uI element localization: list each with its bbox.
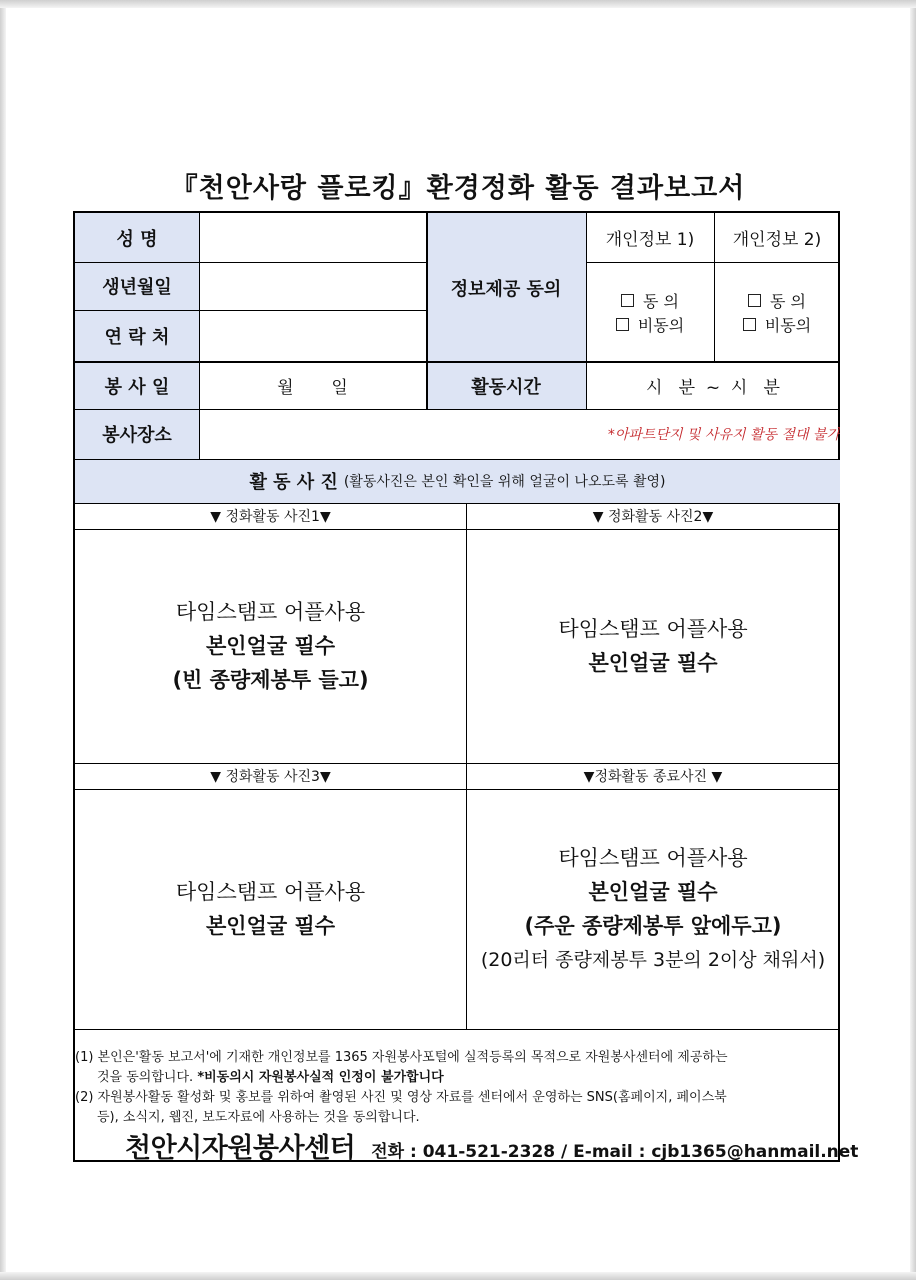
note-1 xyxy=(75,1048,835,1088)
photo4-line4: (20리터 종량제봉투 3분의 2이상 채워서) xyxy=(480,949,826,971)
photo4-line3: (주운 종량제봉투 앞에두고) xyxy=(524,914,782,938)
checkbox-icon xyxy=(748,294,761,307)
birth-field[interactable] xyxy=(199,262,426,310)
grid-line xyxy=(586,213,587,409)
place-note: *아파트단지 및 사유지 활동 절대 불가 xyxy=(607,427,840,443)
checkbox-icon xyxy=(743,318,756,331)
time-label: 활동시간 xyxy=(426,362,586,409)
photo2-line1: 타임스탬프 어플사용 xyxy=(558,617,748,641)
note-2 xyxy=(75,1088,835,1128)
photo1-area[interactable] xyxy=(75,529,466,763)
photo2-area[interactable] xyxy=(466,529,840,763)
contact-field[interactable] xyxy=(199,310,426,362)
photo3-area[interactable] xyxy=(75,789,466,1029)
photo2-label: ▼ 정화활동 사진2▼ xyxy=(592,509,714,525)
privacy1-options xyxy=(586,262,714,362)
note-1-warning: *비동의시 자원봉사실적 인정이 불가합니다 xyxy=(197,1070,444,1085)
grid-line xyxy=(714,213,715,362)
photo1-line1: 타임스탬프 어플사용 xyxy=(175,600,366,624)
photo4-label: ▼정화활동 종료사진 ▼ xyxy=(583,769,723,785)
contact-label: 연 락 처 xyxy=(75,310,199,362)
photo1-label: ▼ 정화활동 사진1▼ xyxy=(210,509,331,525)
document-title: 『천안사랑 플로킹』환경정화 활동 결과보고서 xyxy=(170,173,746,204)
photo3-line1: 타임스탬프 어플사용 xyxy=(175,880,366,904)
photo1-line3: (빈 종량제봉투 들고) xyxy=(172,668,369,692)
privacy2-options xyxy=(714,262,840,362)
place-label: 봉사장소 xyxy=(75,409,199,459)
photo2-line2: 본인얼굴 필수 xyxy=(588,651,718,675)
privacy2-disagree[interactable]: 비동의 xyxy=(743,312,811,336)
photo-section-header xyxy=(75,459,840,503)
note-2-line-a: (2) 자원봉사활동 활성화 및 홍보를 위하여 촬영된 사진 및 영상 자료를 센터에서 운영하는 SNS(홈페이지, 페이스북 xyxy=(75,1090,727,1105)
time-field[interactable]: 시 분 ~ 시 분 xyxy=(646,378,780,398)
privacy2-agree[interactable]: 동 의 xyxy=(748,288,806,312)
privacy2-label: 개인정보 2) xyxy=(732,230,822,250)
footer xyxy=(125,1126,858,1165)
photo-header-bold: 활 동 사 진 xyxy=(249,472,338,493)
grid-line xyxy=(466,503,467,1029)
consent-label: 정보제공 동의 xyxy=(426,213,586,362)
privacy1-disagree[interactable]: 비동의 xyxy=(616,312,684,336)
scan-edge-top xyxy=(0,0,916,8)
photo-header-note: (활동사진은 본인 확인을 위해 얼굴이 나오도록 촬영) xyxy=(343,474,666,490)
date-label: 봉 사 일 xyxy=(75,362,199,409)
grid-line xyxy=(75,262,426,263)
privacy1-label: 개인정보 1) xyxy=(605,230,695,250)
photo3-label: ▼ 정화활동 사진3▼ xyxy=(210,769,331,785)
photo4-area[interactable] xyxy=(466,789,840,1029)
grid-line xyxy=(586,262,840,263)
note-2-line-b: 등), 소식지, 웹진, 보도자료에 사용하는 것을 동의합니다. xyxy=(97,1110,420,1125)
photo4-line1: 타임스탬프 어플사용 xyxy=(558,846,748,870)
grid-line xyxy=(199,213,200,459)
photo3-line2: 본인얼굴 필수 xyxy=(205,914,336,938)
birth-label: 생년월일 xyxy=(75,262,199,310)
grid-line xyxy=(75,459,840,460)
privacy1-agree[interactable]: 동 의 xyxy=(621,288,679,312)
scan-edge-bottom xyxy=(0,1272,916,1280)
grid-line xyxy=(75,361,840,363)
name-field[interactable] xyxy=(199,213,426,262)
grid-line xyxy=(75,529,840,530)
grid-line xyxy=(75,409,840,410)
photo4-line2: 본인얼굴 필수 xyxy=(588,880,718,904)
grid-line xyxy=(426,213,428,409)
name-label: 성 명 xyxy=(75,213,199,262)
note-1-line-a: (1) 본인은'활동 보고서'에 기재한 개인정보를 1365 자원봉사포털에 실적등록의 목적으로 자원봉사센터에 제공하는 xyxy=(75,1050,728,1065)
checkbox-icon xyxy=(621,294,634,307)
place-field[interactable] xyxy=(199,409,840,459)
org-name: 천안시자원봉사센터 xyxy=(125,1133,356,1164)
org-contact: 전화 : 041-521-2328 / E-mail : cjb1365@hanmail.net xyxy=(371,1142,859,1162)
grid-line xyxy=(75,310,426,311)
checkbox-icon xyxy=(616,318,629,331)
report-form xyxy=(73,211,840,1162)
grid-line xyxy=(75,1029,840,1030)
note-1-line-b: 것을 동의합니다. *비동의시 자원봉사실적 인정이 불가합니다 xyxy=(97,1070,444,1085)
grid-line xyxy=(75,503,840,504)
photo1-line2: 본인얼굴 필수 xyxy=(205,634,336,658)
date-field[interactable]: 월 일 xyxy=(277,378,348,398)
grid-line xyxy=(75,789,840,790)
grid-line xyxy=(75,763,840,764)
